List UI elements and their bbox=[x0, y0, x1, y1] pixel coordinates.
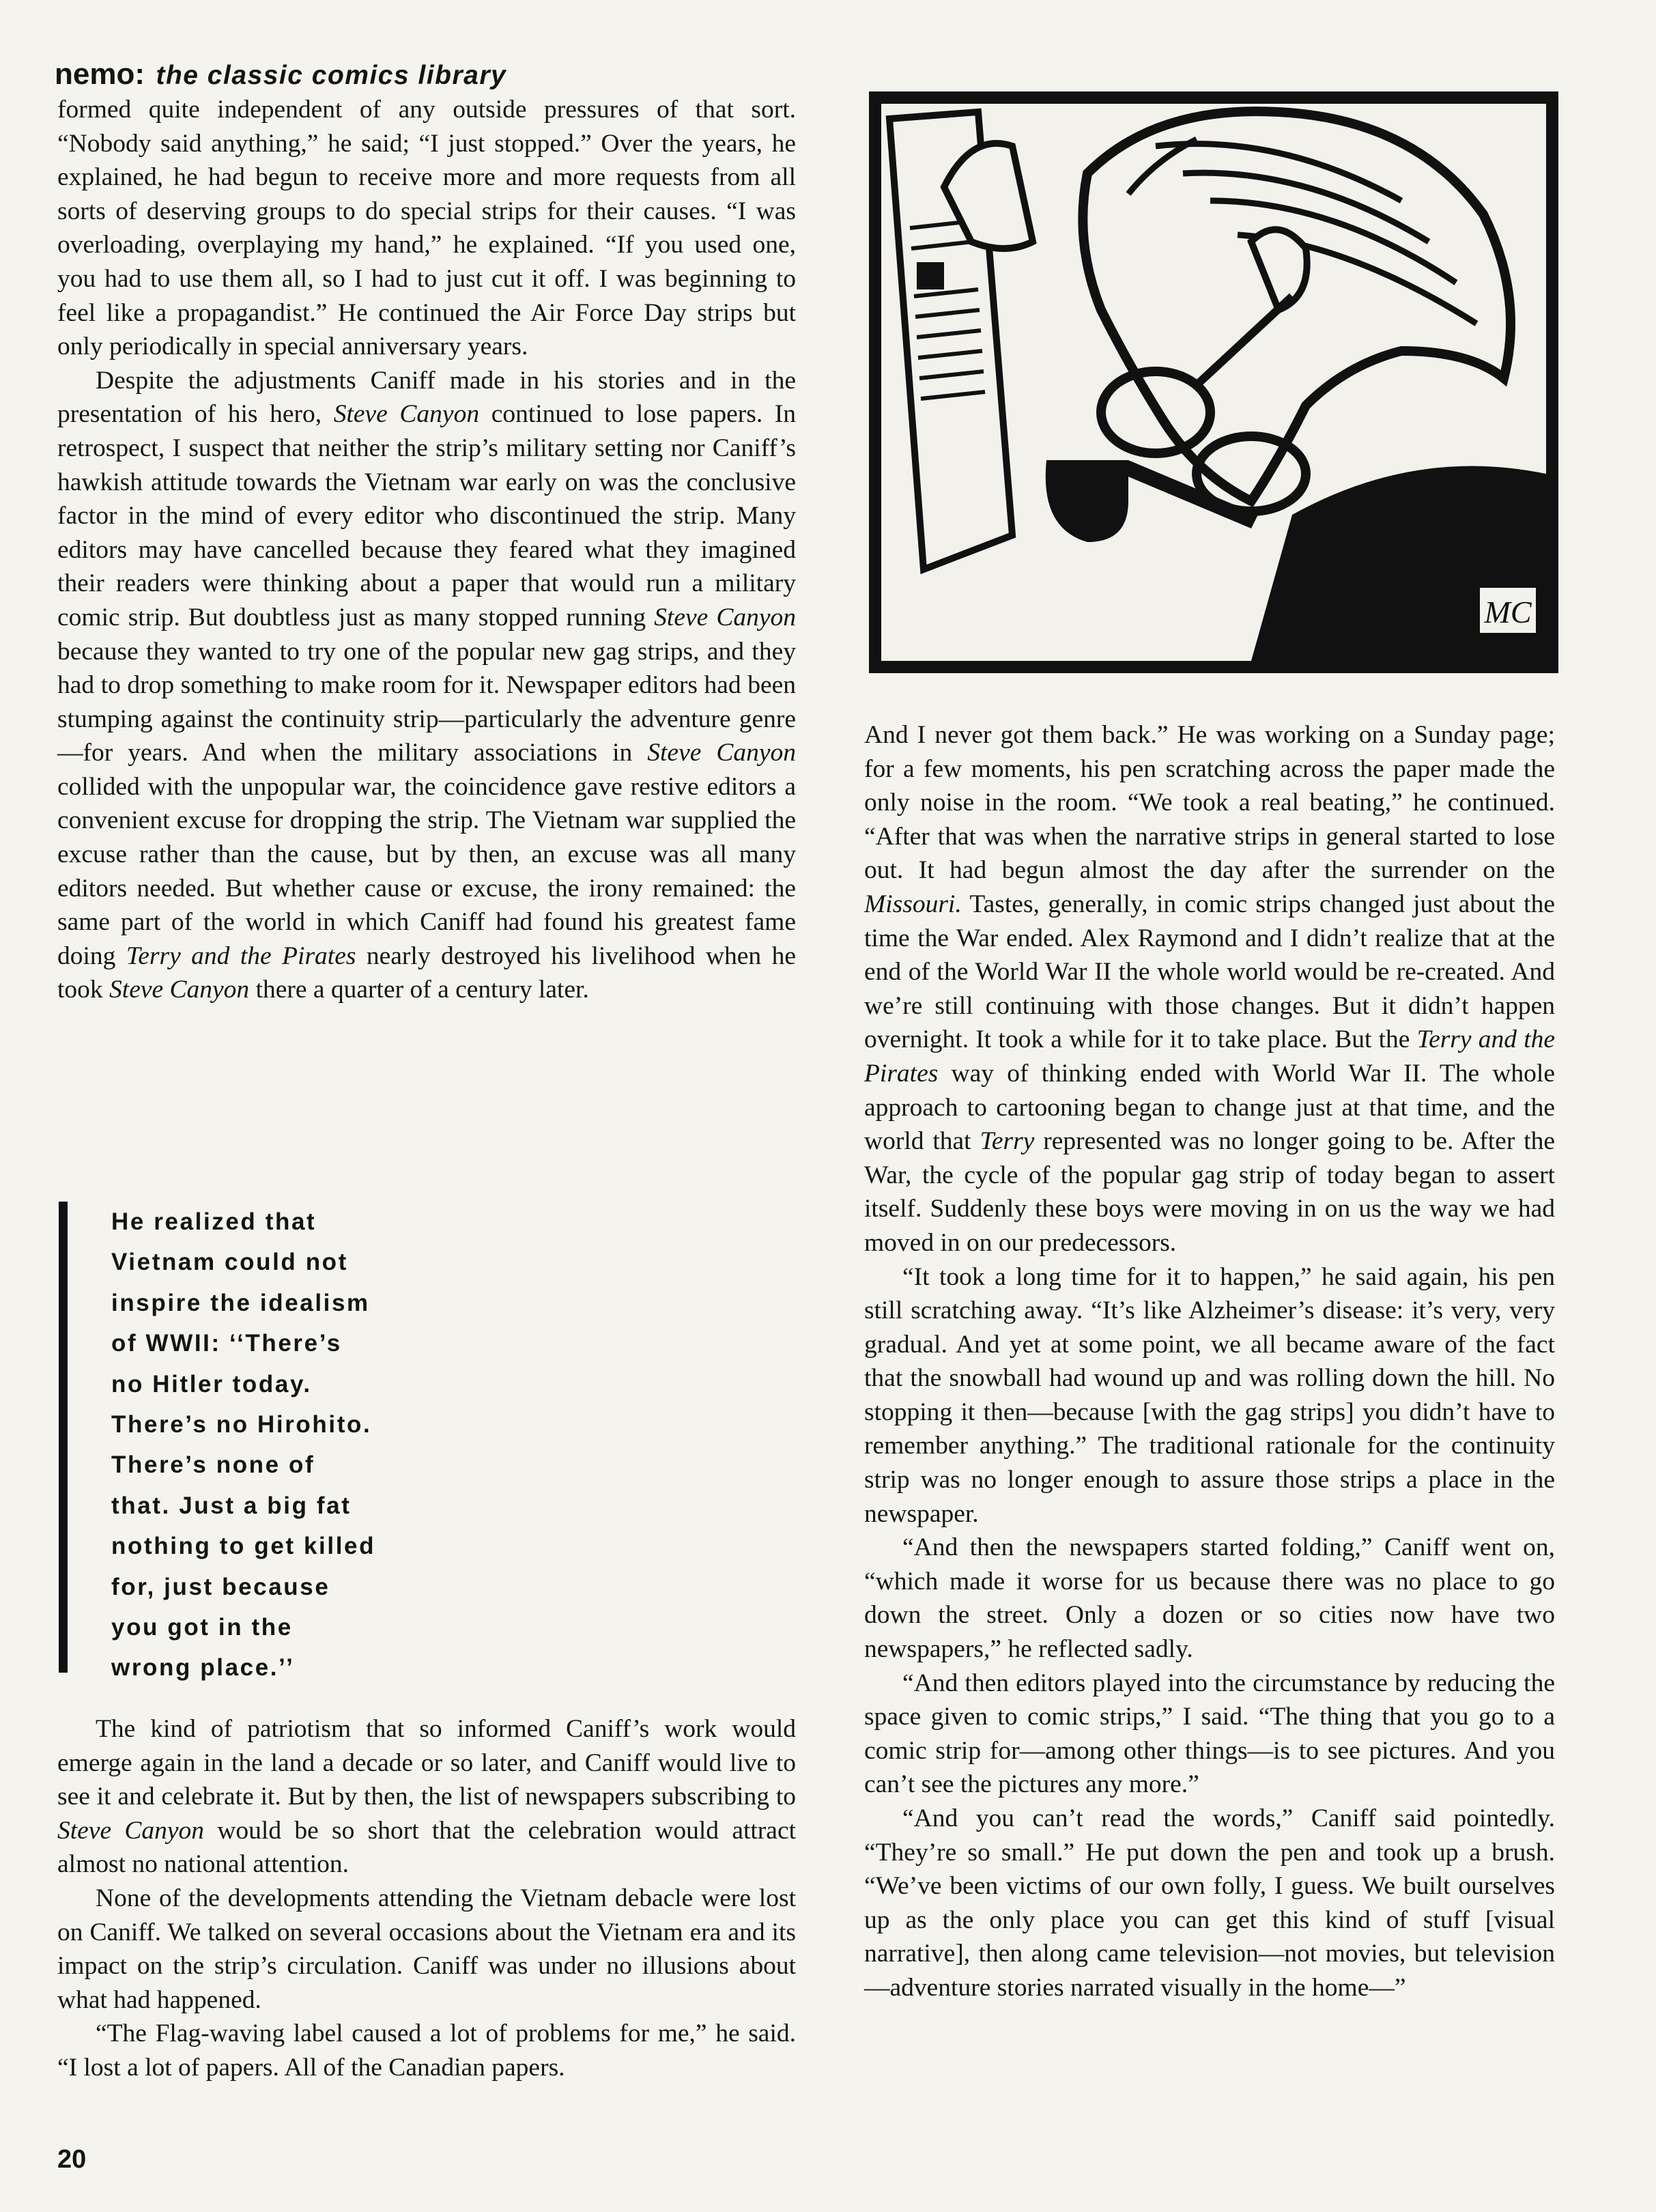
text-run: Despite the adjustments Caniff made in his stories and in the presentation of his hero, bbox=[57, 366, 796, 429]
paragraph bbox=[57, 1712, 796, 1882]
newspaper-reader-drawing-icon bbox=[869, 91, 1558, 673]
left-column-top bbox=[57, 93, 796, 1007]
pull-quote-line: There’s no Hirohito. bbox=[111, 1411, 372, 1438]
pull-quote-line: nothing to get killed bbox=[111, 1533, 376, 1560]
pull-quote-line: There’s none of bbox=[111, 1451, 315, 1479]
paragraph: “And then editors played into the circumstance by reducing the space given to comic strips,” I said. “The thing that you go to a comic strip for—among other things—is to see pictures. And you can’t see the pictures any more.” bbox=[864, 1669, 1555, 1799]
strip-title: Terry and the Pirates bbox=[864, 1025, 1556, 1088]
strip-title: Steve Canyon bbox=[654, 603, 796, 632]
strip-title: Steve Canyon bbox=[647, 739, 796, 767]
pull-quote-line: Vietnam could not bbox=[111, 1249, 348, 1276]
pull-quote-line: you got in the bbox=[111, 1614, 293, 1641]
pull-quote-line: of WWII: ‘‘There’s bbox=[111, 1330, 342, 1357]
paragraph: “And then the newspapers started folding,” Caniff went on, “which made it worse for us because there was no place to go down the street. Only a dozen or so cities now have two newspapers,” he reflected sadly. bbox=[864, 1533, 1555, 1664]
pull-quote-line: that. Just a big fat bbox=[111, 1492, 352, 1519]
paragraph: “And you can’t read the words,” Caniff said pointedly. “They’re so small.” He put down the pen and took up a brush. “We’ve been victims of our own folly, I guess. We built ourselves up as the only place you can get this kind of stuff [visual narrative], then along came television—not movies, but television—adventure stories narrated visually in the home—” bbox=[864, 1804, 1555, 2002]
pull-quote-line: inspire the idealism bbox=[111, 1289, 370, 1316]
pull-quote-line: wrong place.’’ bbox=[111, 1654, 295, 1682]
pull-quote-line: for, just because bbox=[111, 1573, 330, 1600]
strip-title: Terry and the Pirates bbox=[126, 941, 356, 970]
text-run: continued to lose papers. In retrospect, I suspect that neither the strip’s military setting nor Caniff’s hawkish attitude towards the Vietnam war early on was the conclusive factor in the mind of every editor who discontinued the strip. Many editors may have cancelled because they feared what they imagined their readers were thinking about a paper that would run a military comic strip. But doubtless just as many stopped running bbox=[57, 400, 797, 632]
text-run: Tastes, generally, in comic strips changed just about the time the War ended. Alex Raymond and I didn’t realize that at the end of the World War II the whole world would be re-created. And we’re still continuing with those changes. But it didn’t happen overnight. It took a while for it to take place. But the bbox=[864, 890, 1555, 1054]
strip-title: Steve Canyon bbox=[109, 976, 250, 1004]
paragraph: “It took a long time for it to happen,” he said again, his pen still scratching away. “It’s like Alzheimer’s disease: it’s very, very gradual. And yet at some point, we all became aware of the fact that the snowball had wound up and was rolling down the hill. No stopping it then—because [with the gag strips] you didn’t have to remember anything.” The traditional rationale for the continuity strip was no longer enough to assure those strips a place in the newspaper. bbox=[864, 1262, 1555, 1528]
text-run: The kind of patriotism that so informed Caniff’s work would emerge again in the land a decade or so later, and Caniff would live to see it and celebrate it. But by then, the list of newspapers subscribing to bbox=[57, 1715, 796, 1811]
pull-quote-line: He realized that bbox=[111, 1208, 317, 1235]
paragraph: formed quite independent of any outside pressures of that sort. “Nobody said anything,” he said; “I just stopped.” Over the years, he explained, he had begun to receive more and more requests from all sorts of deserving groups to do special strips for their causes. “I was overloading, overplaying my hand,” he explained. “If you used one, you had to use them all, so I had to just cut it off. I was beginning to feel like a propagandist.” He continued the Air Force Day strips but only periodically in special anniversary years. bbox=[57, 96, 796, 361]
text-run: And I never got them back.” He was working on a Sunday page; for a few moments, his pen scratching across the paper made the only noise in the room. “We took a real beating,” he continued. “After that was when the narrative strips in general started to lose out. It had begun almost the day after the surrender on the bbox=[864, 721, 1555, 885]
strip-title: Terry bbox=[980, 1127, 1035, 1156]
pull-quote bbox=[59, 1202, 504, 1682]
strip-title: Steve Canyon bbox=[333, 400, 480, 429]
comic-illustration bbox=[869, 91, 1558, 673]
strip-title: Steve Canyon bbox=[57, 1816, 205, 1845]
paragraph: “The Flag-waving label caused a lot of problems for me,” he said. “I lost a lot of papers. All of the Canadian papers. bbox=[57, 2019, 796, 2082]
magazine-brand: nemo bbox=[55, 57, 135, 91]
paragraph bbox=[57, 364, 796, 1007]
newspaper-photo bbox=[917, 262, 944, 289]
header-separator: : bbox=[134, 57, 145, 91]
page-number: 20 bbox=[57, 2145, 87, 2174]
paragraph bbox=[864, 718, 1555, 1260]
left-column-bottom bbox=[57, 1712, 796, 2085]
running-header bbox=[55, 57, 506, 91]
pull-quote-line: no Hitler today. bbox=[111, 1370, 312, 1398]
text-run: collided with the unpopular war, the coincidence gave restive editors a convenient excuse for dropping the strip. The Vietnam war supplied the excuse rather than the cause, but by then, an excuse was all many editors needed. But whether cause or excuse, the irony remained: the same part of the world in which Caniff had found his greatest fame doing bbox=[57, 772, 796, 970]
magazine-subtitle: the classic comics library bbox=[156, 61, 507, 90]
text-run: represented was no longer going to be. After the War, the cycle of the popular gag strip of today began to assert itself. Suddenly these boys were moving in on us the way we had moved in on our predecessors. bbox=[864, 1127, 1556, 1257]
text-run: way of thinking ended with World War II. The whole approach to cartooning began to change just at that time, and the world that bbox=[864, 1059, 1555, 1156]
ship-name: Missouri. bbox=[864, 890, 962, 918]
artist-signature: MC bbox=[1484, 595, 1532, 629]
text-run: because they wanted to try one of the popular new gag strips, and they had to drop something to make room for it. Newspaper editors had been stumping against the continuity strip—particularly the adventure genre—for years. And when the military associations in bbox=[57, 637, 796, 767]
right-column bbox=[864, 718, 1555, 2005]
paragraph: None of the developments attending the Vietnam debacle were lost on Caniff. We talked on several occasions about the Vietnam era and its impact on the strip’s circulation. Caniff was under no illusions about what had happened. bbox=[57, 1884, 796, 2014]
text-run: nearly destroyed his livelihood when he took bbox=[57, 941, 797, 1004]
text-run: there a quarter of a century later. bbox=[255, 976, 589, 1004]
pull-quote-text bbox=[111, 1202, 507, 1688]
text-run: would be so short that the celebration would attract almost no national attention. bbox=[57, 1816, 797, 1879]
